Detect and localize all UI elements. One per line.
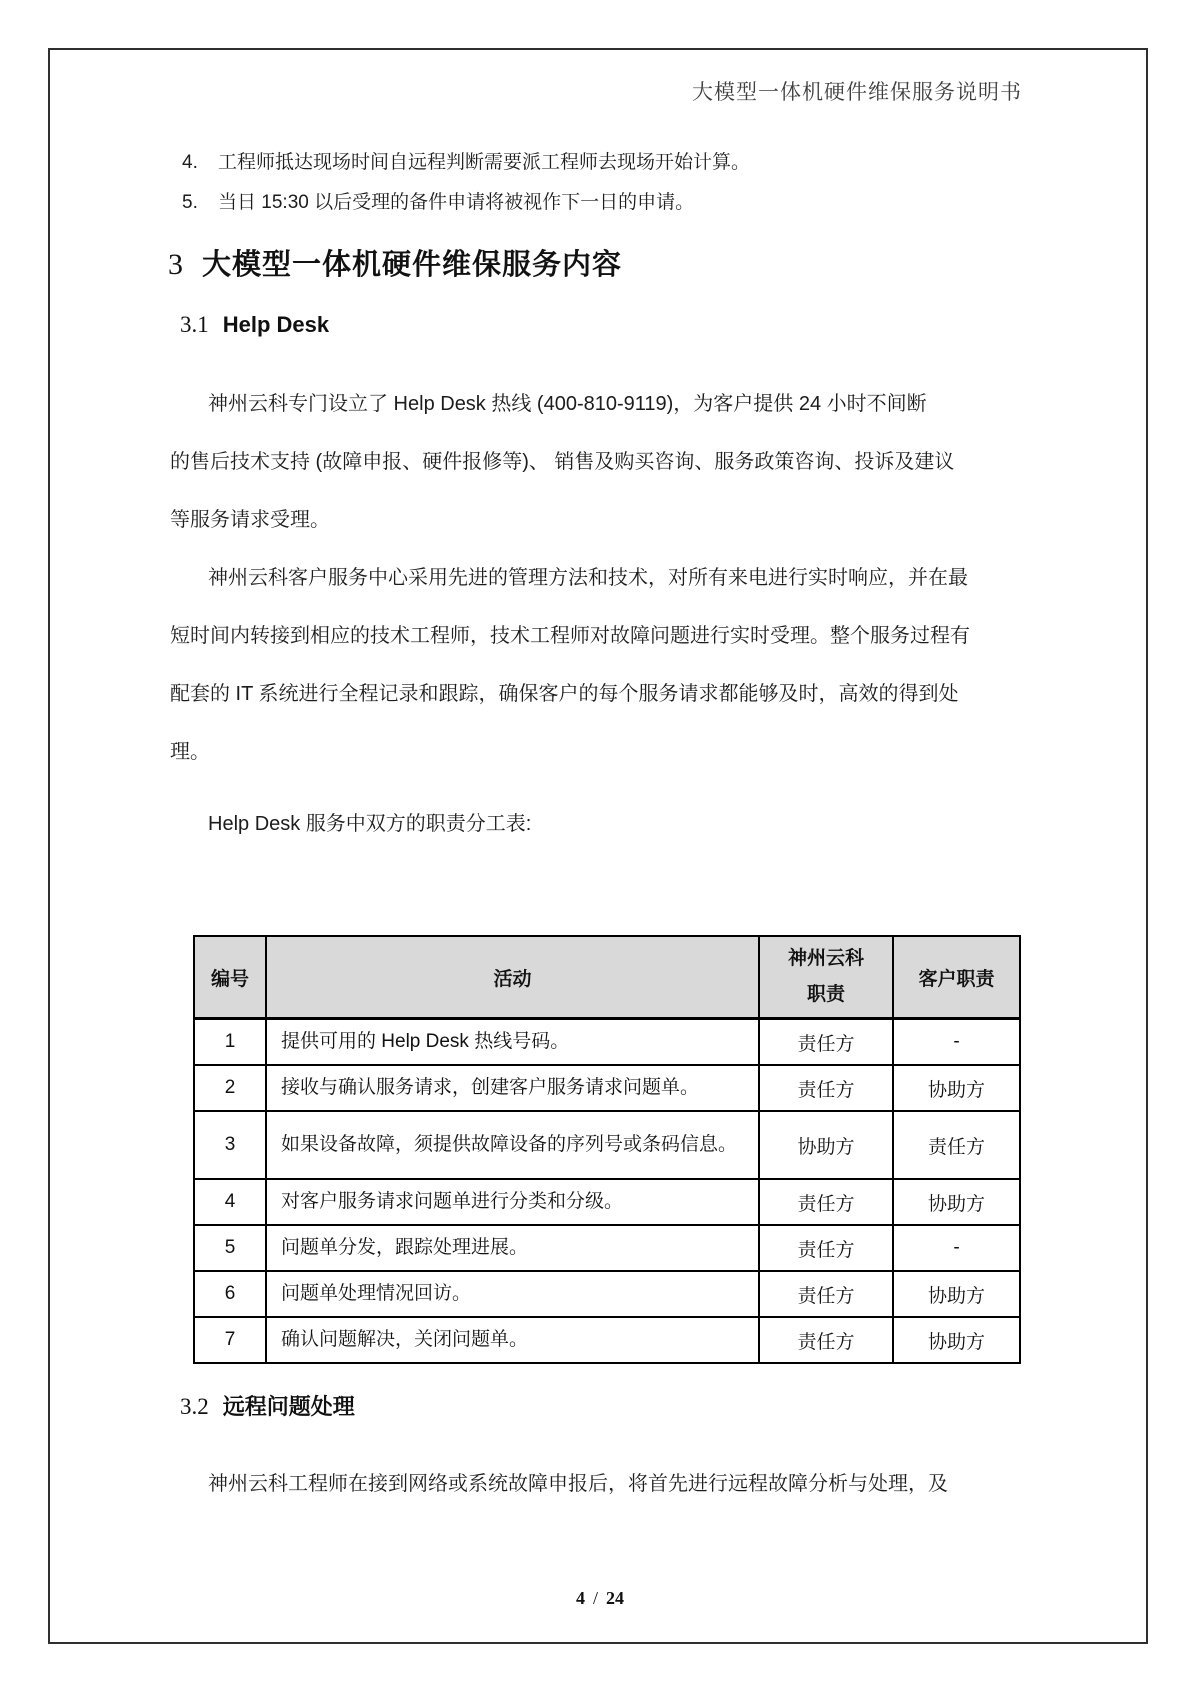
header-cell-number: 编号 — [194, 936, 266, 1019]
header-cell-customer-role: 客户职责 — [893, 936, 1020, 1019]
cell-number: 7 — [194, 1317, 266, 1363]
page-footer — [0, 1588, 1200, 1609]
section-3-title: 大模型一体机硬件维保服务内容 — [202, 249, 623, 281]
table-row — [194, 1271, 1020, 1317]
cell-activity: 问题单处理情况回访。 — [266, 1271, 759, 1317]
paragraph-line: 神州云科工程师在接到网络或系统故障申报后，将首先进行远程故障分析与处理，及 — [208, 1473, 948, 1495]
paragraph-line: Help Desk 服务中双方的职责分工表: — [208, 813, 532, 835]
cell-customer-role: 协助方 — [893, 1317, 1020, 1363]
cell-number: 2 — [194, 1065, 266, 1111]
cell-activity: 对客户服务请求问题单进行分类和分级。 — [266, 1179, 759, 1225]
cell-dcits-role: 责任方 — [759, 1065, 893, 1111]
page-header-title: 大模型一体机硬件维保服务说明书 — [692, 80, 1022, 104]
cell-activity: 如果设备故障，须提供故障设备的序列号或条码信息。 — [266, 1111, 759, 1179]
cell-number: 1 — [194, 1019, 266, 1066]
cell-dcits-role: 协助方 — [759, 1111, 893, 1179]
list-item-5-marker: 5. — [182, 192, 198, 213]
section-3-1-number: 3.1 — [180, 312, 209, 337]
cell-dcits-role: 责任方 — [759, 1019, 893, 1066]
cell-dcits-role: 责任方 — [759, 1317, 893, 1363]
table-row — [194, 1019, 1020, 1066]
table-row — [194, 1065, 1020, 1111]
table-row — [194, 1317, 1020, 1363]
table-header-row — [194, 936, 1020, 1019]
cell-customer-role: - — [893, 1019, 1020, 1066]
cell-number: 3 — [194, 1111, 266, 1179]
paragraph-line: 等服务请求受理。 — [170, 509, 330, 531]
list-item-4-text: 工程师抵达现场时间自远程判断需要派工程师去现场开始计算。 — [218, 152, 751, 173]
footer-separator: / — [592, 1588, 598, 1608]
table-row — [194, 1111, 1020, 1179]
cell-number: 4 — [194, 1179, 266, 1225]
cell-activity: 确认问题解决，关闭问题单。 — [266, 1317, 759, 1363]
section-3-2-number: 3.2 — [180, 1394, 209, 1419]
paragraph-line: 短时间内转接到相应的技术工程师，技术工程师对故障问题进行实时受理。整个服务过程有 — [170, 625, 970, 647]
header-cell-activity: 活动 — [266, 936, 759, 1019]
cell-dcits-role: 责任方 — [759, 1225, 893, 1271]
paragraph-remote-handling — [170, 1455, 1030, 1513]
paragraph-helpdesk-hotline — [170, 375, 1030, 549]
cell-customer-role: 协助方 — [893, 1271, 1020, 1317]
cell-customer-role: - — [893, 1225, 1020, 1271]
footer-total-pages: 24 — [606, 1588, 624, 1608]
paragraph-line: 神州云科专门设立了 Help Desk 热线 (400-810-9119)，为客户提供 24 小时不间断 — [208, 393, 927, 415]
paragraph-line: 理。 — [170, 741, 210, 763]
cell-dcits-role: 责任方 — [759, 1271, 893, 1317]
cell-customer-role: 协助方 — [893, 1065, 1020, 1111]
paragraph-line: 配套的 IT 系统进行全程记录和跟踪，确保客户的每个服务请求都能够及时，高效的得到处 — [170, 683, 959, 705]
footer-page-number: 4 — [575, 1588, 585, 1608]
table-intro-text — [170, 795, 1030, 853]
header-cell-dcits-role — [759, 936, 893, 1019]
cell-activity: 提供可用的 Help Desk 热线号码。 — [266, 1019, 759, 1066]
section-3-2-title: 远程问题处理 — [222, 1394, 355, 1419]
list-item-5-text: 当日 15:30 以后受理的备件申请将被视作下一日的申请。 — [218, 192, 695, 213]
cell-customer-role: 责任方 — [893, 1111, 1020, 1179]
cell-activity: 问题单分发，跟踪处理进展。 — [266, 1225, 759, 1271]
section-3-number: 3 — [168, 248, 184, 281]
table-row — [194, 1225, 1020, 1271]
section-3-heading — [168, 242, 622, 283]
cell-activity: 接收与确认服务请求，创建客户服务请求问题单。 — [266, 1065, 759, 1111]
header-cell-dcits-role-line1: 神州云科 — [787, 948, 864, 969]
cell-number: 6 — [194, 1271, 266, 1317]
help-desk-responsibility-table — [193, 935, 1021, 1364]
list-item-4 — [182, 150, 1032, 176]
header-cell-dcits-role-line2: 职责 — [806, 984, 845, 1005]
cell-number: 5 — [194, 1225, 266, 1271]
cell-customer-role: 协助方 — [893, 1179, 1020, 1225]
list-item-4-marker: 4. — [182, 152, 198, 173]
paragraph-service-center — [170, 549, 1030, 781]
paragraph-line: 的售后技术支持 (故障申报、硬件报修等)、 销售及购买咨询、服务政策咨询、投诉及建议 — [170, 451, 955, 473]
section-3-1-title: Help Desk — [222, 312, 330, 337]
paragraph-line: 神州云科客户服务中心采用先进的管理方法和技术，对所有来电进行实时响应，并在最 — [208, 567, 968, 589]
section-3-2-heading — [180, 1390, 355, 1421]
cell-dcits-role: 责任方 — [759, 1179, 893, 1225]
table-row — [194, 1179, 1020, 1225]
section-3-1-heading — [180, 312, 329, 338]
list-item-5 — [182, 190, 1032, 216]
